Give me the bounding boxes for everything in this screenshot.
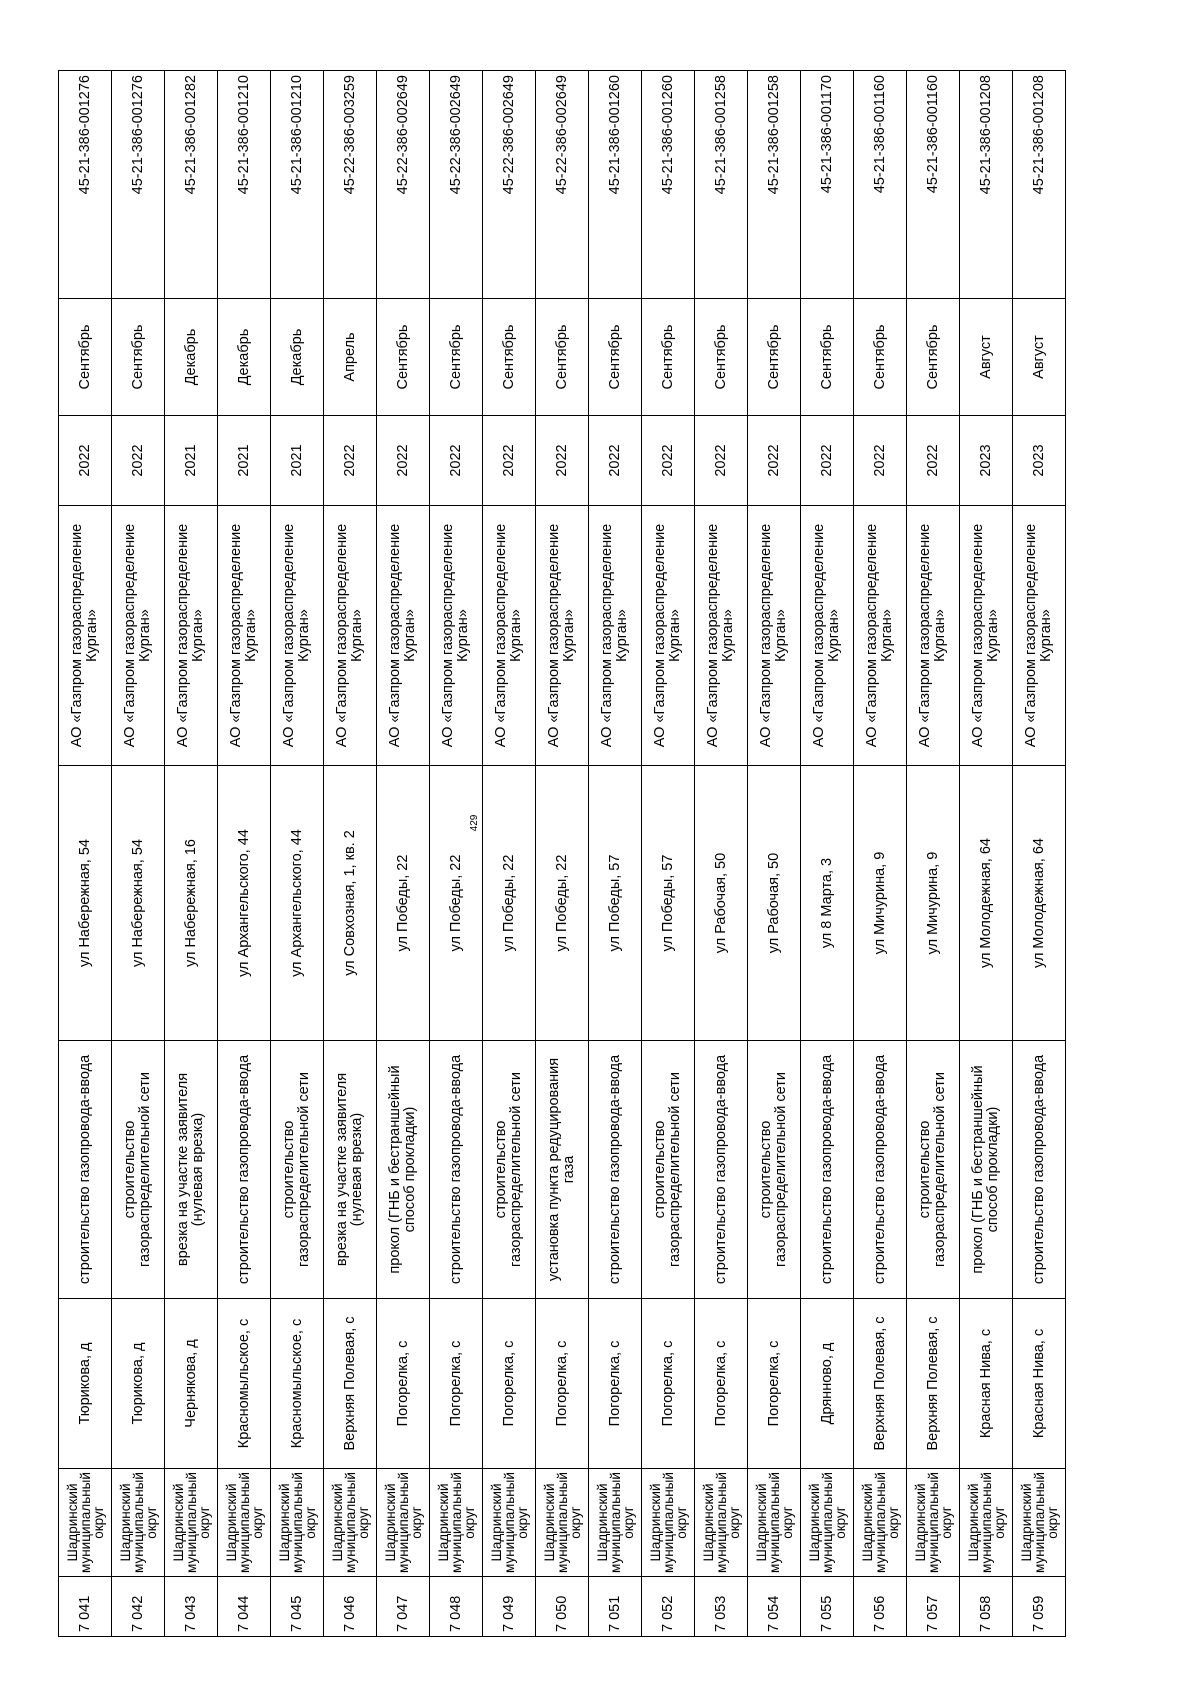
cell-year: 2023 — [1013, 416, 1066, 506]
cell-address: ул Рабочая, 50 — [748, 766, 801, 1041]
cell-address: ул Совхозная, 1, кв. 2 — [324, 766, 377, 1041]
cell-year: 2022 — [430, 416, 483, 506]
cell-organization: АО «Газпром газораспределение Курган» — [589, 506, 642, 766]
table-row — [271, 71, 324, 1637]
cell-application-code: 45-22-386-002649 — [483, 71, 536, 299]
cell-settlement: Красная Нива, с — [960, 1299, 1013, 1469]
cell-organization: АО «Газпром газораспределение Курган» — [324, 506, 377, 766]
cell-month: Апрель — [324, 299, 377, 416]
cell-work-type: установка пункта редуцирования газа — [536, 1041, 589, 1299]
rotated-table-container — [58, 71, 1066, 1637]
cell-address: ул Победы, 22 — [430, 766, 483, 1041]
cell-row-number: 7 055 — [801, 1577, 854, 1637]
cell-municipality: Шадринский муниципальный округ — [960, 1469, 1013, 1577]
cell-work-type: строительство газопровода-ввода — [430, 1041, 483, 1299]
cell-month: Сентябрь — [907, 299, 960, 416]
cell-municipality: Шадринский муниципальный округ — [589, 1469, 642, 1577]
cell-address: ул Победы, 22 — [536, 766, 589, 1041]
cell-settlement: Тюрикова, д — [59, 1299, 112, 1469]
table-row — [589, 71, 642, 1637]
cell-work-type: строительство газораспределительной сети — [748, 1041, 801, 1299]
cell-organization: АО «Газпром газораспределение Курган» — [695, 506, 748, 766]
cell-address: ул Мичурина, 9 — [854, 766, 907, 1041]
cell-organization: АО «Газпром газораспределение Курган» — [430, 506, 483, 766]
cell-row-number: 7 053 — [695, 1577, 748, 1637]
cell-work-type: строительство газопровода-ввода — [218, 1041, 271, 1299]
cell-address: ул Архангельского, 44 — [218, 766, 271, 1041]
cell-month: Сентябрь — [589, 299, 642, 416]
table-row — [218, 71, 271, 1637]
cell-organization: АО «Газпром газораспределение Курган» — [59, 506, 112, 766]
cell-application-code: 45-21-386-001260 — [642, 71, 695, 299]
cell-settlement: Чернякова, д — [165, 1299, 218, 1469]
cell-application-code: 45-21-386-001282 — [165, 71, 218, 299]
cell-year: 2021 — [218, 416, 271, 506]
table-row — [430, 71, 483, 1637]
cell-work-type: врезка на участке заявителя (нулевая врезка) — [165, 1041, 218, 1299]
cell-month: Сентябрь — [59, 299, 112, 416]
cell-row-number: 7 043 — [165, 1577, 218, 1637]
cell-settlement: Верхняя Полевая, с — [907, 1299, 960, 1469]
cell-address: ул Рабочая, 50 — [695, 766, 748, 1041]
cell-row-number: 7 058 — [960, 1577, 1013, 1637]
cell-work-type: строительство газопровода-ввода — [854, 1041, 907, 1299]
table-row — [960, 71, 1013, 1637]
cell-row-number: 7 054 — [748, 1577, 801, 1637]
cell-municipality: Шадринский муниципальный округ — [483, 1469, 536, 1577]
cell-settlement: Красномыльское, с — [271, 1299, 324, 1469]
cell-organization: АО «Газпром газораспределение Курган» — [483, 506, 536, 766]
cell-month: Сентябрь — [642, 299, 695, 416]
cell-organization: АО «Газпром газораспределение Курган» — [377, 506, 430, 766]
cell-settlement: Красномыльское, с — [218, 1299, 271, 1469]
cell-year: 2022 — [801, 416, 854, 506]
cell-year: 2022 — [483, 416, 536, 506]
page-number: 429 — [469, 814, 480, 832]
cell-application-code: 45-22-386-003259 — [324, 71, 377, 299]
table-row — [483, 71, 536, 1637]
cell-row-number: 7 059 — [1013, 1577, 1066, 1637]
cell-work-type: строительство газораспределительной сети — [907, 1041, 960, 1299]
cell-row-number: 7 041 — [59, 1577, 112, 1637]
cell-settlement: Верхняя Полевая, с — [854, 1299, 907, 1469]
cell-month: Сентябрь — [377, 299, 430, 416]
cell-row-number: 7 042 — [112, 1577, 165, 1637]
cell-address: ул Мичурина, 9 — [907, 766, 960, 1041]
cell-organization: АО «Газпром газораспределение Курган» — [642, 506, 695, 766]
cell-organization: АО «Газпром газораспределение Курган» — [536, 506, 589, 766]
cell-month: Декабрь — [218, 299, 271, 416]
table-row — [59, 71, 112, 1637]
cell-settlement: Погорелка, с — [377, 1299, 430, 1469]
cell-year: 2022 — [695, 416, 748, 506]
cell-row-number: 7 046 — [324, 1577, 377, 1637]
cell-organization: АО «Газпром газораспределение Курган» — [271, 506, 324, 766]
gas-works-table — [58, 70, 1066, 1637]
cell-organization: АО «Газпром газораспределение Курган» — [112, 506, 165, 766]
cell-application-code: 45-21-386-001208 — [1013, 71, 1066, 299]
cell-application-code: 45-21-386-001276 — [112, 71, 165, 299]
cell-year: 2022 — [854, 416, 907, 506]
cell-month: Декабрь — [165, 299, 218, 416]
cell-year: 2022 — [907, 416, 960, 506]
cell-address: ул Победы, 22 — [377, 766, 430, 1041]
table-row — [695, 71, 748, 1637]
cell-organization: АО «Газпром газораспределение Курган» — [854, 506, 907, 766]
cell-application-code: 45-21-386-001208 — [960, 71, 1013, 299]
cell-month: Сентябрь — [748, 299, 801, 416]
cell-application-code: 45-21-386-001258 — [695, 71, 748, 299]
cell-year: 2022 — [748, 416, 801, 506]
cell-application-code: 45-21-386-001258 — [748, 71, 801, 299]
cell-municipality: Шадринский муниципальный округ — [271, 1469, 324, 1577]
cell-month: Август — [1013, 299, 1066, 416]
cell-settlement: Погорелка, с — [483, 1299, 536, 1469]
cell-municipality: Шадринский муниципальный округ — [748, 1469, 801, 1577]
cell-municipality: Шадринский муниципальный округ — [801, 1469, 854, 1577]
cell-row-number: 7 051 — [589, 1577, 642, 1637]
cell-application-code: 45-22-386-002649 — [430, 71, 483, 299]
cell-settlement: Верхняя Полевая, с — [324, 1299, 377, 1469]
cell-month: Сентябрь — [483, 299, 536, 416]
cell-year: 2022 — [642, 416, 695, 506]
table-row — [324, 71, 377, 1637]
cell-organization: АО «Газпром газораспределение Курган» — [165, 506, 218, 766]
cell-municipality: Шадринский муниципальный округ — [377, 1469, 430, 1577]
cell-settlement: Погорелка, с — [589, 1299, 642, 1469]
cell-month: Сентябрь — [536, 299, 589, 416]
cell-year: 2021 — [165, 416, 218, 506]
cell-month: Август — [960, 299, 1013, 416]
cell-work-type: строительство газораспределительной сети — [271, 1041, 324, 1299]
cell-work-type: прокол (ГНБ и бестраншейный способ прокладки) — [960, 1041, 1013, 1299]
cell-municipality: Шадринский муниципальный округ — [642, 1469, 695, 1577]
cell-application-code: 45-21-386-001210 — [218, 71, 271, 299]
cell-address: ул Набережная, 54 — [59, 766, 112, 1041]
cell-row-number: 7 047 — [377, 1577, 430, 1637]
cell-year: 2022 — [112, 416, 165, 506]
cell-municipality: Шадринский муниципальный округ — [324, 1469, 377, 1577]
cell-organization: АО «Газпром газораспределение Курган» — [748, 506, 801, 766]
cell-address: ул 8 Марта, 3 — [801, 766, 854, 1041]
cell-application-code: 45-21-386-001160 — [854, 71, 907, 299]
cell-settlement: Тюрикова, д — [112, 1299, 165, 1469]
cell-work-type: строительство газораспределительной сети — [112, 1041, 165, 1299]
cell-municipality: Шадринский муниципальный округ — [430, 1469, 483, 1577]
cell-address: ул Архангельского, 44 — [271, 766, 324, 1041]
cell-month: Сентябрь — [112, 299, 165, 416]
cell-application-code: 45-21-386-001260 — [589, 71, 642, 299]
table-row — [854, 71, 907, 1637]
cell-work-type: строительство газопровода-ввода — [801, 1041, 854, 1299]
cell-month: Сентябрь — [854, 299, 907, 416]
cell-settlement: Погорелка, с — [695, 1299, 748, 1469]
cell-row-number: 7 045 — [271, 1577, 324, 1637]
cell-address: ул Молодежная, 64 — [1013, 766, 1066, 1041]
cell-address: ул Победы, 22 — [483, 766, 536, 1041]
cell-work-type: строительство газопровода-ввода — [1013, 1041, 1066, 1299]
cell-application-code: 45-21-386-001170 — [801, 71, 854, 299]
cell-organization: АО «Газпром газораспределение Курган» — [907, 506, 960, 766]
cell-organization: АО «Газпром газораспределение Курган» — [218, 506, 271, 766]
cell-address: ул Набережная, 54 — [112, 766, 165, 1041]
cell-year: 2021 — [271, 416, 324, 506]
cell-municipality: Шадринский муниципальный округ — [536, 1469, 589, 1577]
table-row — [907, 71, 960, 1637]
cell-year: 2022 — [324, 416, 377, 506]
cell-application-code: 45-22-386-002649 — [377, 71, 430, 299]
table-row — [377, 71, 430, 1637]
cell-municipality: Шадринский муниципальный округ — [218, 1469, 271, 1577]
table-row — [642, 71, 695, 1637]
cell-municipality: Шадринский муниципальный округ — [165, 1469, 218, 1577]
cell-settlement: Дрянново, д — [801, 1299, 854, 1469]
cell-address: ул Победы, 57 — [642, 766, 695, 1041]
cell-work-type: прокол (ГНБ и бестраншейный способ прокладки) — [377, 1041, 430, 1299]
cell-work-type: строительство газораспределительной сети — [642, 1041, 695, 1299]
cell-year: 2022 — [536, 416, 589, 506]
cell-row-number: 7 044 — [218, 1577, 271, 1637]
cell-application-code: 45-21-386-001276 — [59, 71, 112, 299]
cell-municipality: Шадринский муниципальный округ — [907, 1469, 960, 1577]
cell-year: 2023 — [960, 416, 1013, 506]
cell-month: Сентябрь — [695, 299, 748, 416]
cell-settlement: Погорелка, с — [536, 1299, 589, 1469]
cell-settlement: Погорелка, с — [642, 1299, 695, 1469]
cell-settlement: Красная Нива, с — [1013, 1299, 1066, 1469]
cell-application-code: 45-21-386-001210 — [271, 71, 324, 299]
cell-month: Декабрь — [271, 299, 324, 416]
cell-row-number: 7 052 — [642, 1577, 695, 1637]
cell-year: 2022 — [377, 416, 430, 506]
cell-municipality: Шадринский муниципальный округ — [1013, 1469, 1066, 1577]
table-row — [801, 71, 854, 1637]
cell-address: ул Набережная, 16 — [165, 766, 218, 1041]
cell-organization: АО «Газпром газораспределение Курган» — [801, 506, 854, 766]
cell-work-type: врезка на участке заявителя (нулевая врезка) — [324, 1041, 377, 1299]
cell-month: Сентябрь — [430, 299, 483, 416]
cell-work-type: строительство газопровода-ввода — [695, 1041, 748, 1299]
cell-row-number: 7 050 — [536, 1577, 589, 1637]
cell-row-number: 7 056 — [854, 1577, 907, 1637]
table-row — [1013, 71, 1066, 1637]
cell-month: Сентябрь — [801, 299, 854, 416]
cell-address: ул Победы, 57 — [589, 766, 642, 1041]
table-row — [748, 71, 801, 1637]
cell-row-number: 7 048 — [430, 1577, 483, 1637]
table-body — [59, 71, 1066, 1637]
table-row — [165, 71, 218, 1637]
table-row — [112, 71, 165, 1637]
cell-address: ул Молодежная, 64 — [960, 766, 1013, 1041]
cell-application-code: 45-21-386-001160 — [907, 71, 960, 299]
table-row — [536, 71, 589, 1637]
cell-organization: АО «Газпром газораспределение Курган» — [960, 506, 1013, 766]
cell-organization: АО «Газпром газораспределение Курган» — [1013, 506, 1066, 766]
cell-row-number: 7 057 — [907, 1577, 960, 1637]
cell-work-type: строительство газораспределительной сети — [483, 1041, 536, 1299]
cell-municipality: Шадринский муниципальный округ — [854, 1469, 907, 1577]
cell-work-type: строительство газопровода-ввода — [589, 1041, 642, 1299]
cell-municipality: Шадринский муниципальный округ — [112, 1469, 165, 1577]
cell-settlement: Погорелка, с — [430, 1299, 483, 1469]
cell-municipality: Шадринский муниципальный округ — [695, 1469, 748, 1577]
cell-year: 2022 — [589, 416, 642, 506]
cell-application-code: 45-22-386-002649 — [536, 71, 589, 299]
cell-work-type: строительство газопровода-ввода — [59, 1041, 112, 1299]
cell-year: 2022 — [59, 416, 112, 506]
cell-municipality: Шадринский муниципальный округ — [59, 1469, 112, 1577]
cell-settlement: Погорелка, с — [748, 1299, 801, 1469]
cell-row-number: 7 049 — [483, 1577, 536, 1637]
